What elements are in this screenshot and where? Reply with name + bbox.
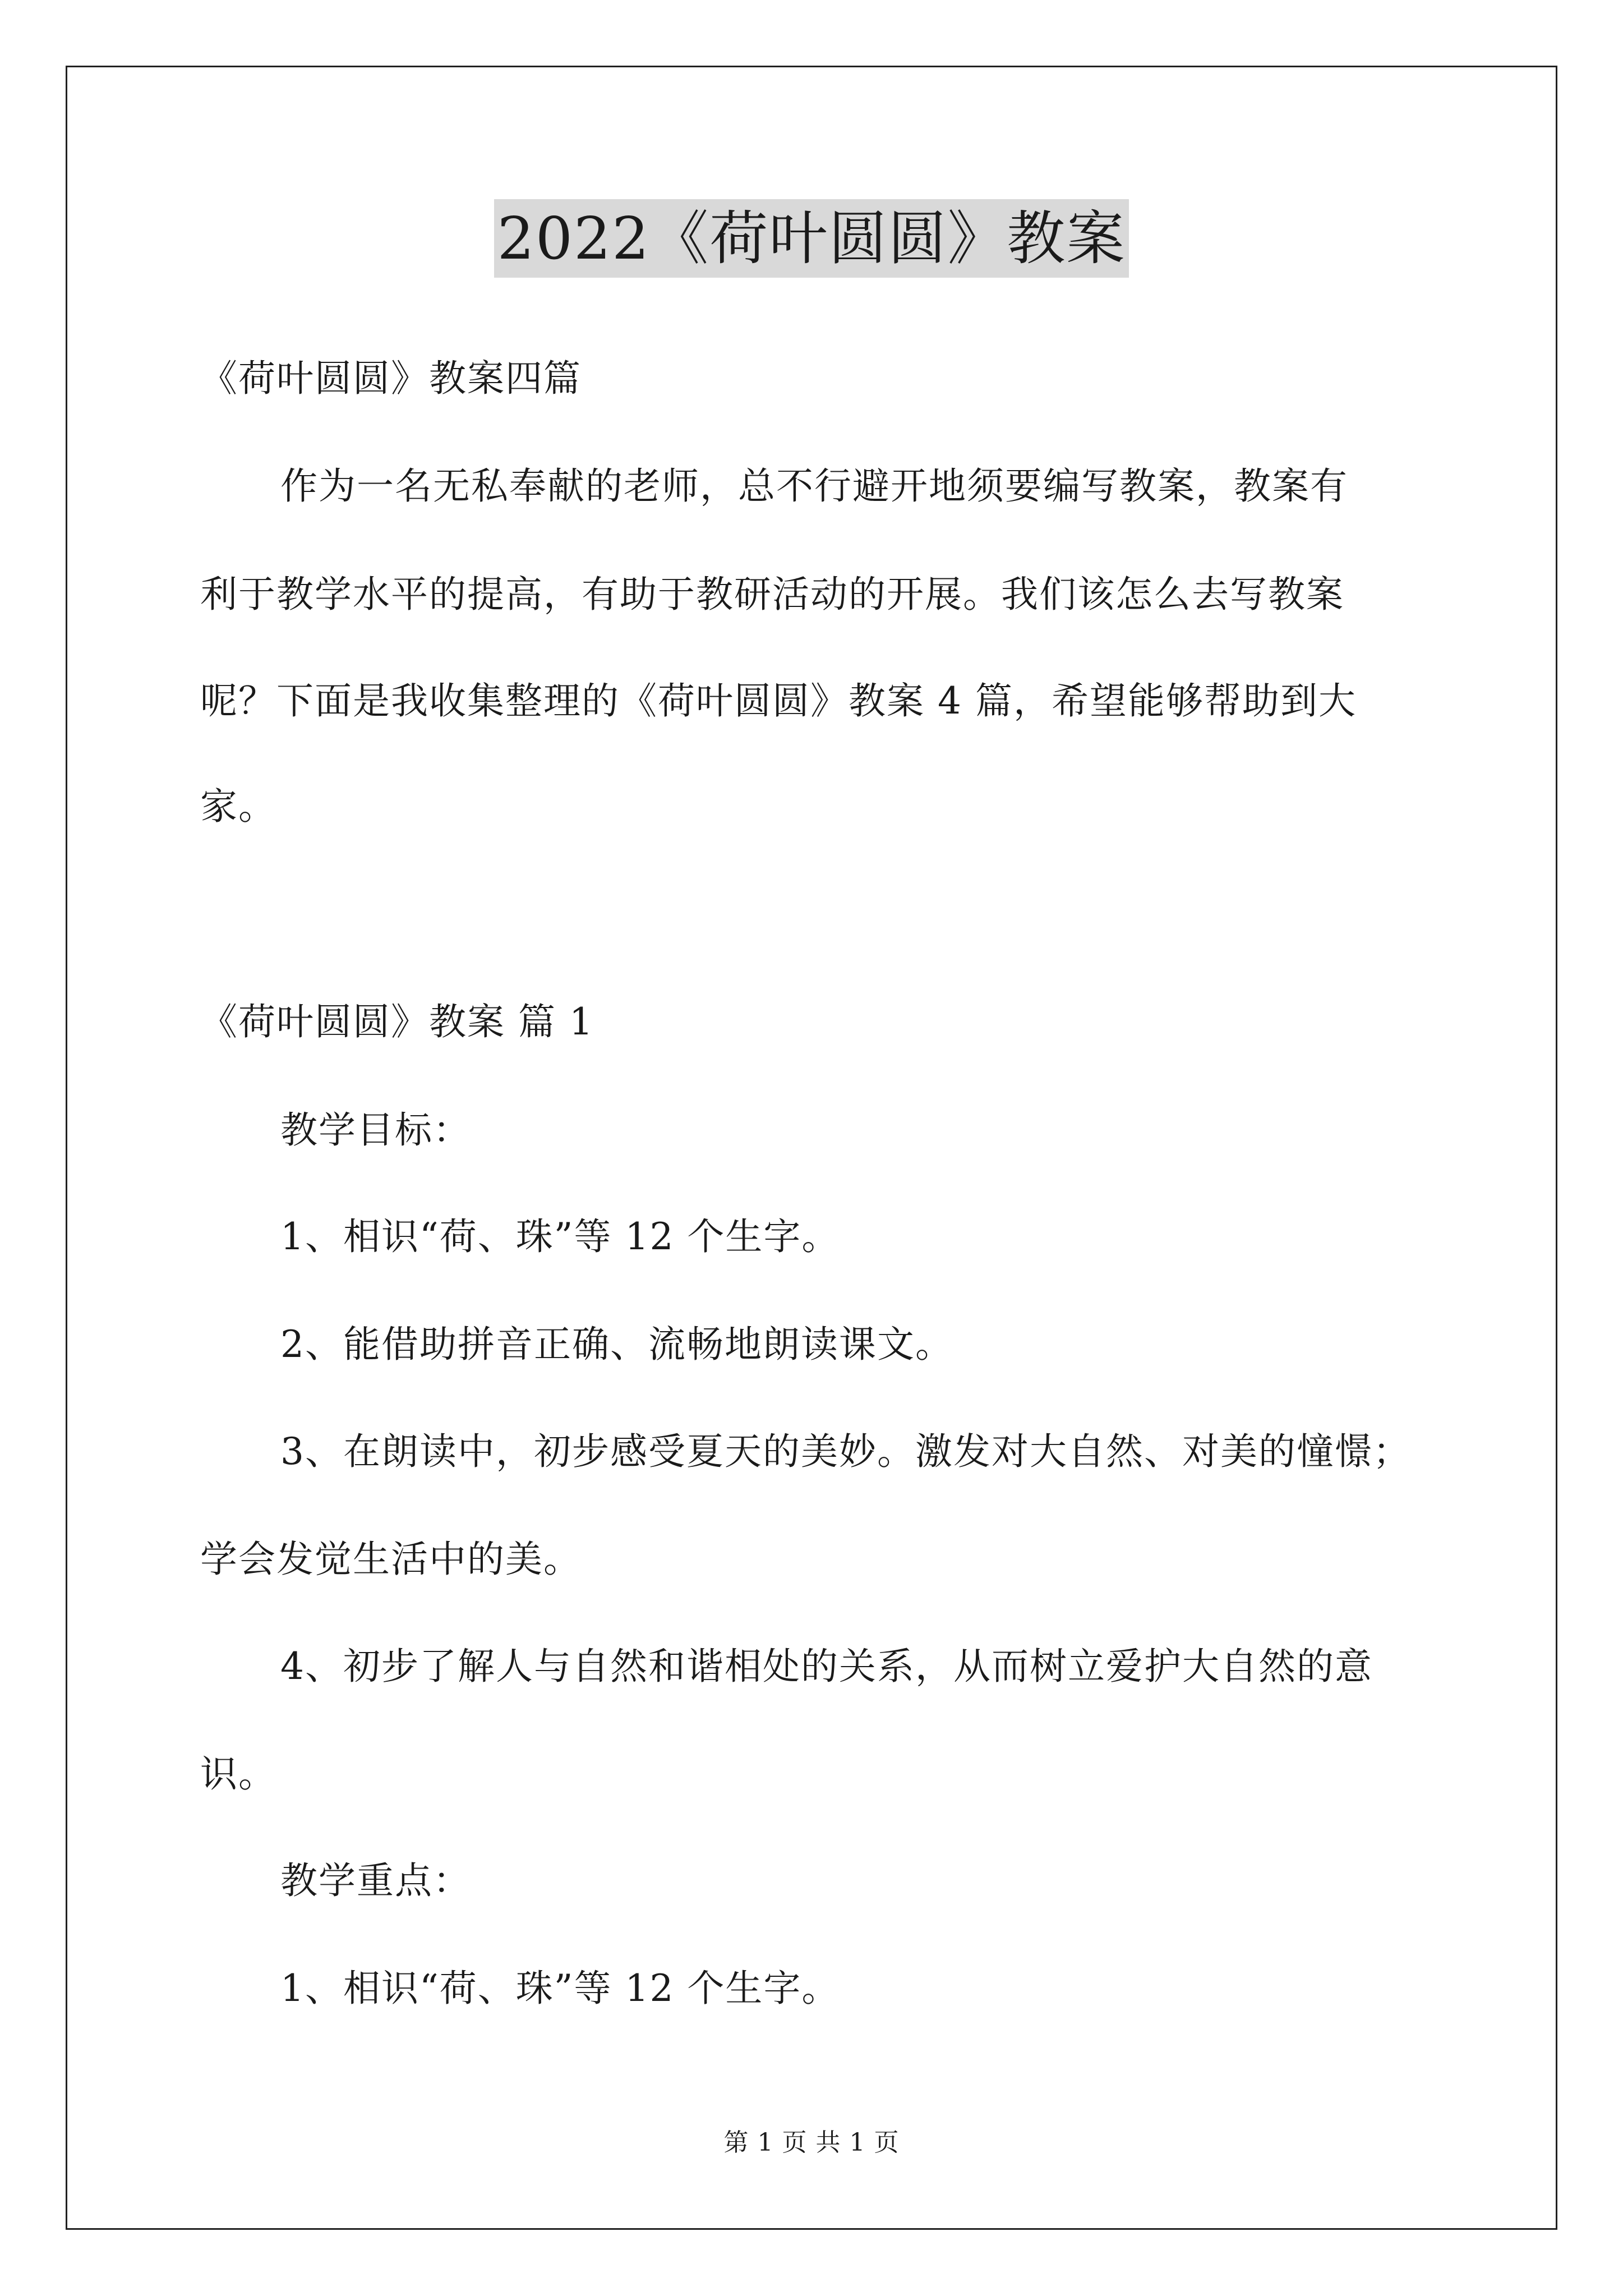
subtitle: 《荷叶圆圆》教案四篇: [200, 357, 582, 400]
section-heading: 《荷叶圆圆》教案 篇 1: [200, 1000, 594, 1043]
body-line-9: 1、相识“荷、珠”等 12 个生字。: [280, 1967, 840, 2010]
intro-line-4: 家。: [200, 785, 276, 828]
body-line-6: 4、初步了解人与自然和谐相处的关系，从而树立爱护大自然的意: [280, 1645, 1373, 1688]
title-wrap: [0, 199, 1623, 278]
body-line-5: 学会发觉生活中的美。: [200, 1538, 582, 1581]
intro-line-2: 利于教学水平的提高，有助于教研活动的开展。我们该怎么去写教案: [200, 573, 1344, 616]
intro-line-1: 作为一名无私奉献的老师，总不行避开地须要编写教案，教案有: [280, 464, 1348, 508]
document-title: 2022《荷叶圆圆》教案: [494, 199, 1129, 278]
body-line-3: 2、能借助拼音正确、流畅地朗读课文。: [280, 1323, 953, 1366]
intro-line-3: 呢？下面是我收集整理的《荷叶圆圆》教案 4 篇，希望能够帮助到大: [200, 679, 1357, 723]
body-line-8: 教学重点：: [280, 1859, 471, 1902]
page-footer: 第 1 页 共 1 页: [723, 2128, 900, 2157]
body-line-4: 3、在朗读中，初步感受夏天的美妙。激发对大自然、对美的憧憬；: [280, 1430, 1411, 1473]
body-line-7: 识。: [200, 1752, 276, 1796]
body-line-1: 教学目标：: [280, 1108, 471, 1152]
body-line-2: 1、相识“荷、珠”等 12 个生字。: [280, 1215, 840, 1258]
